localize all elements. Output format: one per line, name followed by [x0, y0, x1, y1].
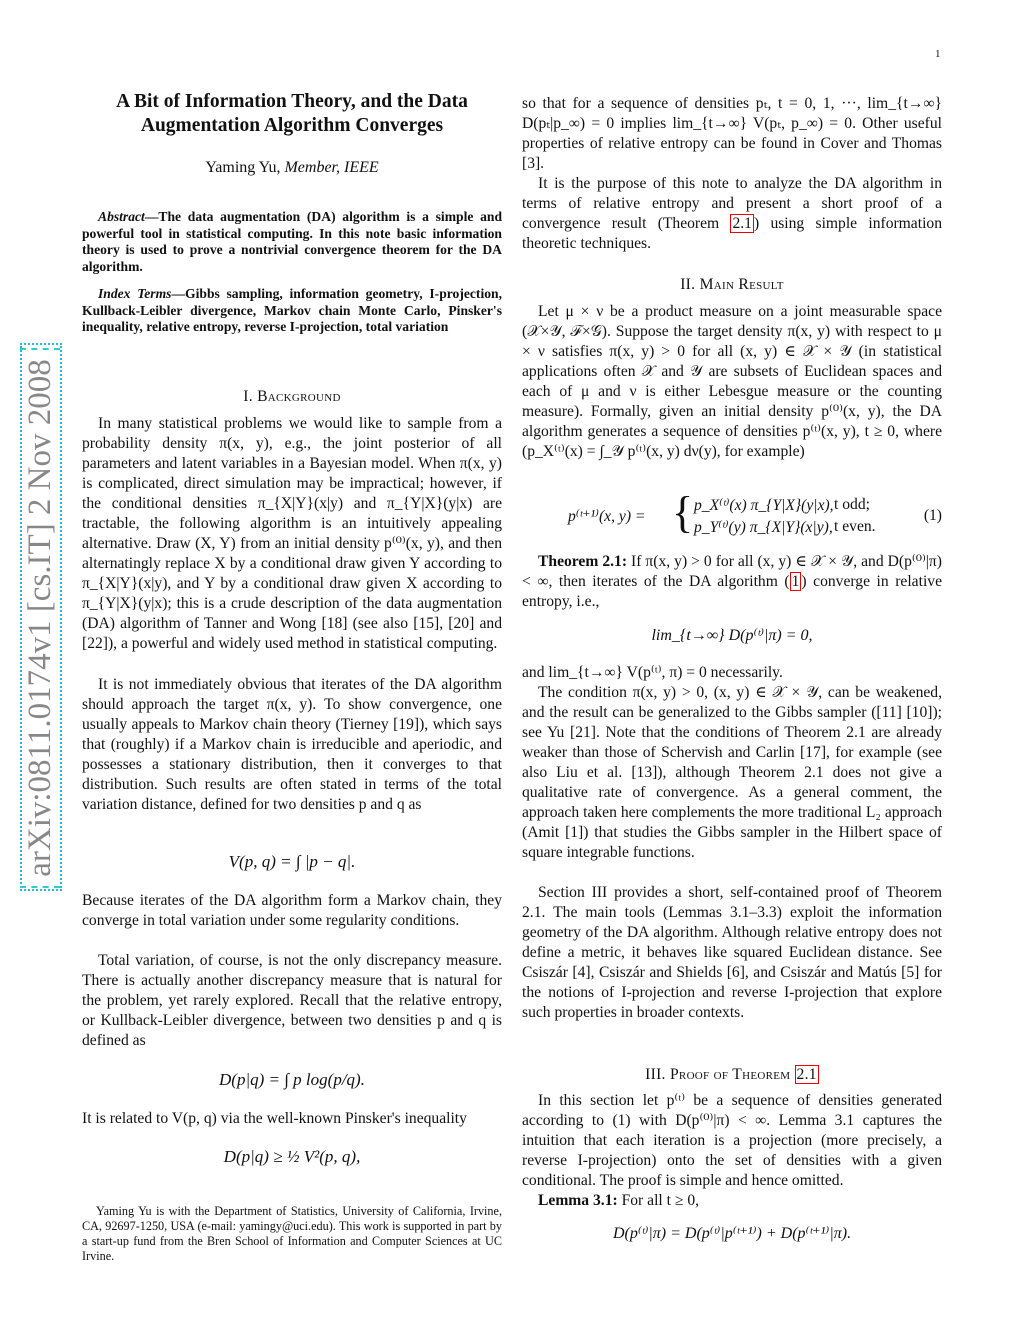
equation-limit: lim_{t→∞} D(p⁽ᵗ⁾|π) = 0,	[651, 627, 813, 644]
index-terms-text: —Gibbs sampling, information geometry, I-projection, Kullback-Leibler divergence, Markov chain Monte Carlo, Pinsker's inequality, relative entropy, reverse I-projection, total variation	[82, 286, 502, 335]
equation-relative-entropy: D(p|q) = ∫ p log(p/q).	[219, 1070, 365, 1089]
abstract-text: —The data augmentation (DA) algorithm is a simple and powerful tool in statistical computing. In this note basic information theory is used to prove a nontrivial convergence theorem for the DA algorithm.	[82, 209, 502, 274]
author-line	[82, 159, 502, 177]
arxiv-stamp: arXiv:0811.0174v1 [cs.IT] 2 Nov 2008	[20, 348, 60, 888]
theorem-2-1	[522, 552, 942, 612]
equation-ref-link[interactable]: 1	[791, 573, 800, 590]
section-1-paragraph-1: In many statistical problems we would like to sample from a probability density π(x, y), e.g., the joint posterior of all parameters and latent variables in a Bayesian model. When π(x, y) is complicated, direct simulation may be impractical; however, if the conditional densities π_{X|Y}(x|y) and π_{Y|X}(y|x) are tractable, the following algorithm is an intuitively appealing alternative. Draw (X, Y) from an initial density p⁽⁰⁾(x, y), and then alternatingly replace X by a conditional draw given Y according to π_{X|Y}(x|y), and Y by a conditional draw given X according to π_{Y|X}(y|x); this is a crude description of the data augmentation (DA) algorithm of Tanner and Wong [18] (see also [15], [20] and [22]), a powerful and widely used method in statistical computing.	[82, 415, 502, 652]
section-1-paragraph-3: Because iterates of the DA algorithm form a Markov chain, they converge in total variation under some regularity conditions.	[82, 892, 502, 929]
eq1-lhs: p⁽ᵗ⁺¹⁾(x, y) =	[568, 508, 646, 525]
page-number: 1	[935, 48, 941, 60]
section-2-paragraph-4: Section III provides a short, self-contained proof of Theorem 2.1. The main tools (Lemmas 3.1–3.3) exploit the information geometry of the DA algorithm. Although relative entropy does not define a metric, it behaves like squared Euclidean distance. See Csiszár [4], Csiszár and Shields [6], and Csiszár and Matús [5] for the notions of I-projection and reverse I-projection that explore such properties in broader contexts.	[522, 884, 942, 1021]
eq1-case-2: p_Y⁽ᵗ⁾(y) π_{X|Y}(x|y),	[694, 519, 833, 536]
right-paragraph-2	[522, 174, 942, 254]
right-paragraph-2-text-b: ) using simple information theoretic techniques.	[522, 215, 942, 252]
section-2-paragraph-1: Let μ × ν be a product measure on a joint measurable space (𝒳×𝒴, ℱ×𝒢). Suppose the target density π(x, y) with respect to μ × ν satisfies π(x, y) > 0 for all (x, y) ∈ 𝒳 × 𝒴 (in statistical applications often 𝒳 and 𝒴 are subsets of Euclidean spaces and each of μ and ν is either Lebesgue measure or the counting measure). Formally, given an initial density p⁽⁰⁾(x, y), the DA algorithm generates a sequence of densities p⁽ᵗ⁾(x, y), t ≥ 0, where (p_X⁽ᵗ⁾(x) = ∫_𝒴 p⁽ᵗ⁾(x, y) dν(y), for example)	[522, 303, 942, 460]
eq1-brace: {	[672, 488, 694, 537]
index-terms-label: Index Terms	[98, 286, 172, 301]
lemma-3-1	[522, 1191, 942, 1211]
section-3-paragraph-1: In this section let p⁽ᵗ⁾ be a sequence of densities generated according to (1) with D(p⁽⁰⁾|π) < ∞. Lemma 3.1 captures the intuition that each iteration is a projection (more precisely, a reverse I-projection) onto the set of densities with a given conditional. The proof is simple and hence omitted.	[522, 1092, 942, 1189]
section-1-paragraph-5: It is related to V(p, q) via the well-known Pinsker's inequality	[82, 1110, 467, 1127]
eq1-case-1: p_X⁽ᵗ⁾(x) π_{Y|X}(y|x),	[694, 497, 834, 514]
eq1-number: (1)	[923, 507, 942, 524]
section-3-theorem-ref-link[interactable]: 2.1	[796, 1066, 817, 1083]
lemma-label: Lemma 3.1:	[538, 1192, 618, 1209]
footnote: Yaming Yu is with the Department of Statistics, University of California, Irvine, CA, 92697-1250, USA (e-mail: yamingy@uci.edu). This work is supported in part by a start-up fund from the Bren School of Information and Computer Sciences at UC Irvine.	[82, 1204, 502, 1264]
section-3-heading	[522, 1066, 942, 1084]
equation-1	[522, 488, 942, 541]
right-paragraph-2-text-a: It is the purpose of this note to analyze the DA algorithm in terms of relative entropy and present a short proof of a convergence result (Theorem	[522, 175, 942, 232]
eq1-condition-1: t odd;	[834, 496, 870, 513]
abstract	[82, 209, 502, 275]
section-1-heading: I. Background	[243, 388, 341, 405]
equation-total-variation: V(p, q) = ∫ |p − q|.	[228, 852, 356, 871]
author-name: Yaming Yu,	[205, 159, 285, 176]
theorem-ref-link[interactable]: 2.1	[732, 215, 752, 232]
lemma-text: For all t ≥ 0,	[617, 1192, 700, 1209]
equation-lemma: D(p⁽ᵗ⁾|π) = D(p⁽ᵗ⁾|p⁽ᵗ⁺¹⁾) + D(p⁽ᵗ⁺¹⁾|π).	[612, 1225, 852, 1242]
section-1-paragraph-2: It is not immediately obvious that iterates of the DA algorithm should approach the target π(x, y). To show convergence, one usually appeals to Markov chain theory (Tierney [19]), which says that (roughly) if a Markov chain is irreducible and aperiodic, and possesses a stationary distribution, then it converges to that distribution. Such results are often stated in terms of the total variation distance, defined for two densities p and q as	[82, 676, 502, 813]
paper-title	[82, 90, 502, 138]
theorem-text-a: If π(x, y) > 0 for all (x, y) ∈ 𝒳 × 𝒴, and D(p⁽⁰⁾|π) < ∞, then iterates of the DA algorithm (	[522, 553, 942, 590]
section-2-paragraph-3: The condition π(x, y) > 0, (x, y) ∈ 𝒳 × 𝒴, can be weakened, and the result can be generalized to the Gibbs sampler ([11] [10]); see Yu [21]. Note that the conditions of Theorem 2.1 are already weaker than those of Schervish and Carlin [17], for example (see also Liu et al. [13]), although Theorem 2.1 does not give a qualitative rate of convergence. As a general comment, the approach taken here complements the more traditional L₂ approach (Amit [1]) that studies the Gibbs sampler in the Hilbert space of square integrable functions.	[522, 684, 942, 861]
section-2-paragraph-2: and lim_{t→∞} V(p⁽ᵗ⁾, π) = 0 necessarily.	[522, 664, 783, 681]
index-terms	[82, 286, 502, 336]
right-paragraph-1: so that for a sequence of densities pₜ, t = 0, 1, ···, lim_{t→∞} D(pₜ|p_∞) = 0 implies lim_{t→∞} V(pₜ, p_∞) = 0. Other useful properties of relative entropy can be found in Cover and Thomas [3].	[522, 95, 942, 172]
author-role: Member, IEEE	[284, 159, 379, 176]
equation-pinsker: D(p|q) ≥ ½ V²(p, q),	[223, 1147, 361, 1166]
section-2-heading: II. Main Result	[680, 276, 784, 293]
theorem-label: Theorem 2.1:	[538, 553, 628, 570]
abstract-label: Abstract	[98, 209, 145, 224]
section-1-paragraph-4: Total variation, of course, is not the only discrepancy measure. There is actually another discrepancy measure that is natural for the problem, yet rarely explored. Recall that the relative entropy, or Kullback-Leibler divergence, between two densities p and q is defined as	[82, 952, 502, 1049]
title-line-2: Augmentation Algorithm Converges	[140, 115, 444, 136]
section-3-heading-text: III. Proof of Theorem	[645, 1066, 795, 1083]
theorem-text-b: ) converge in relative entropy, i.e.,	[522, 573, 942, 610]
title-line-1: A Bit of Information Theory, and the Data	[116, 91, 468, 112]
eq1-condition-2: t even.	[834, 518, 876, 535]
